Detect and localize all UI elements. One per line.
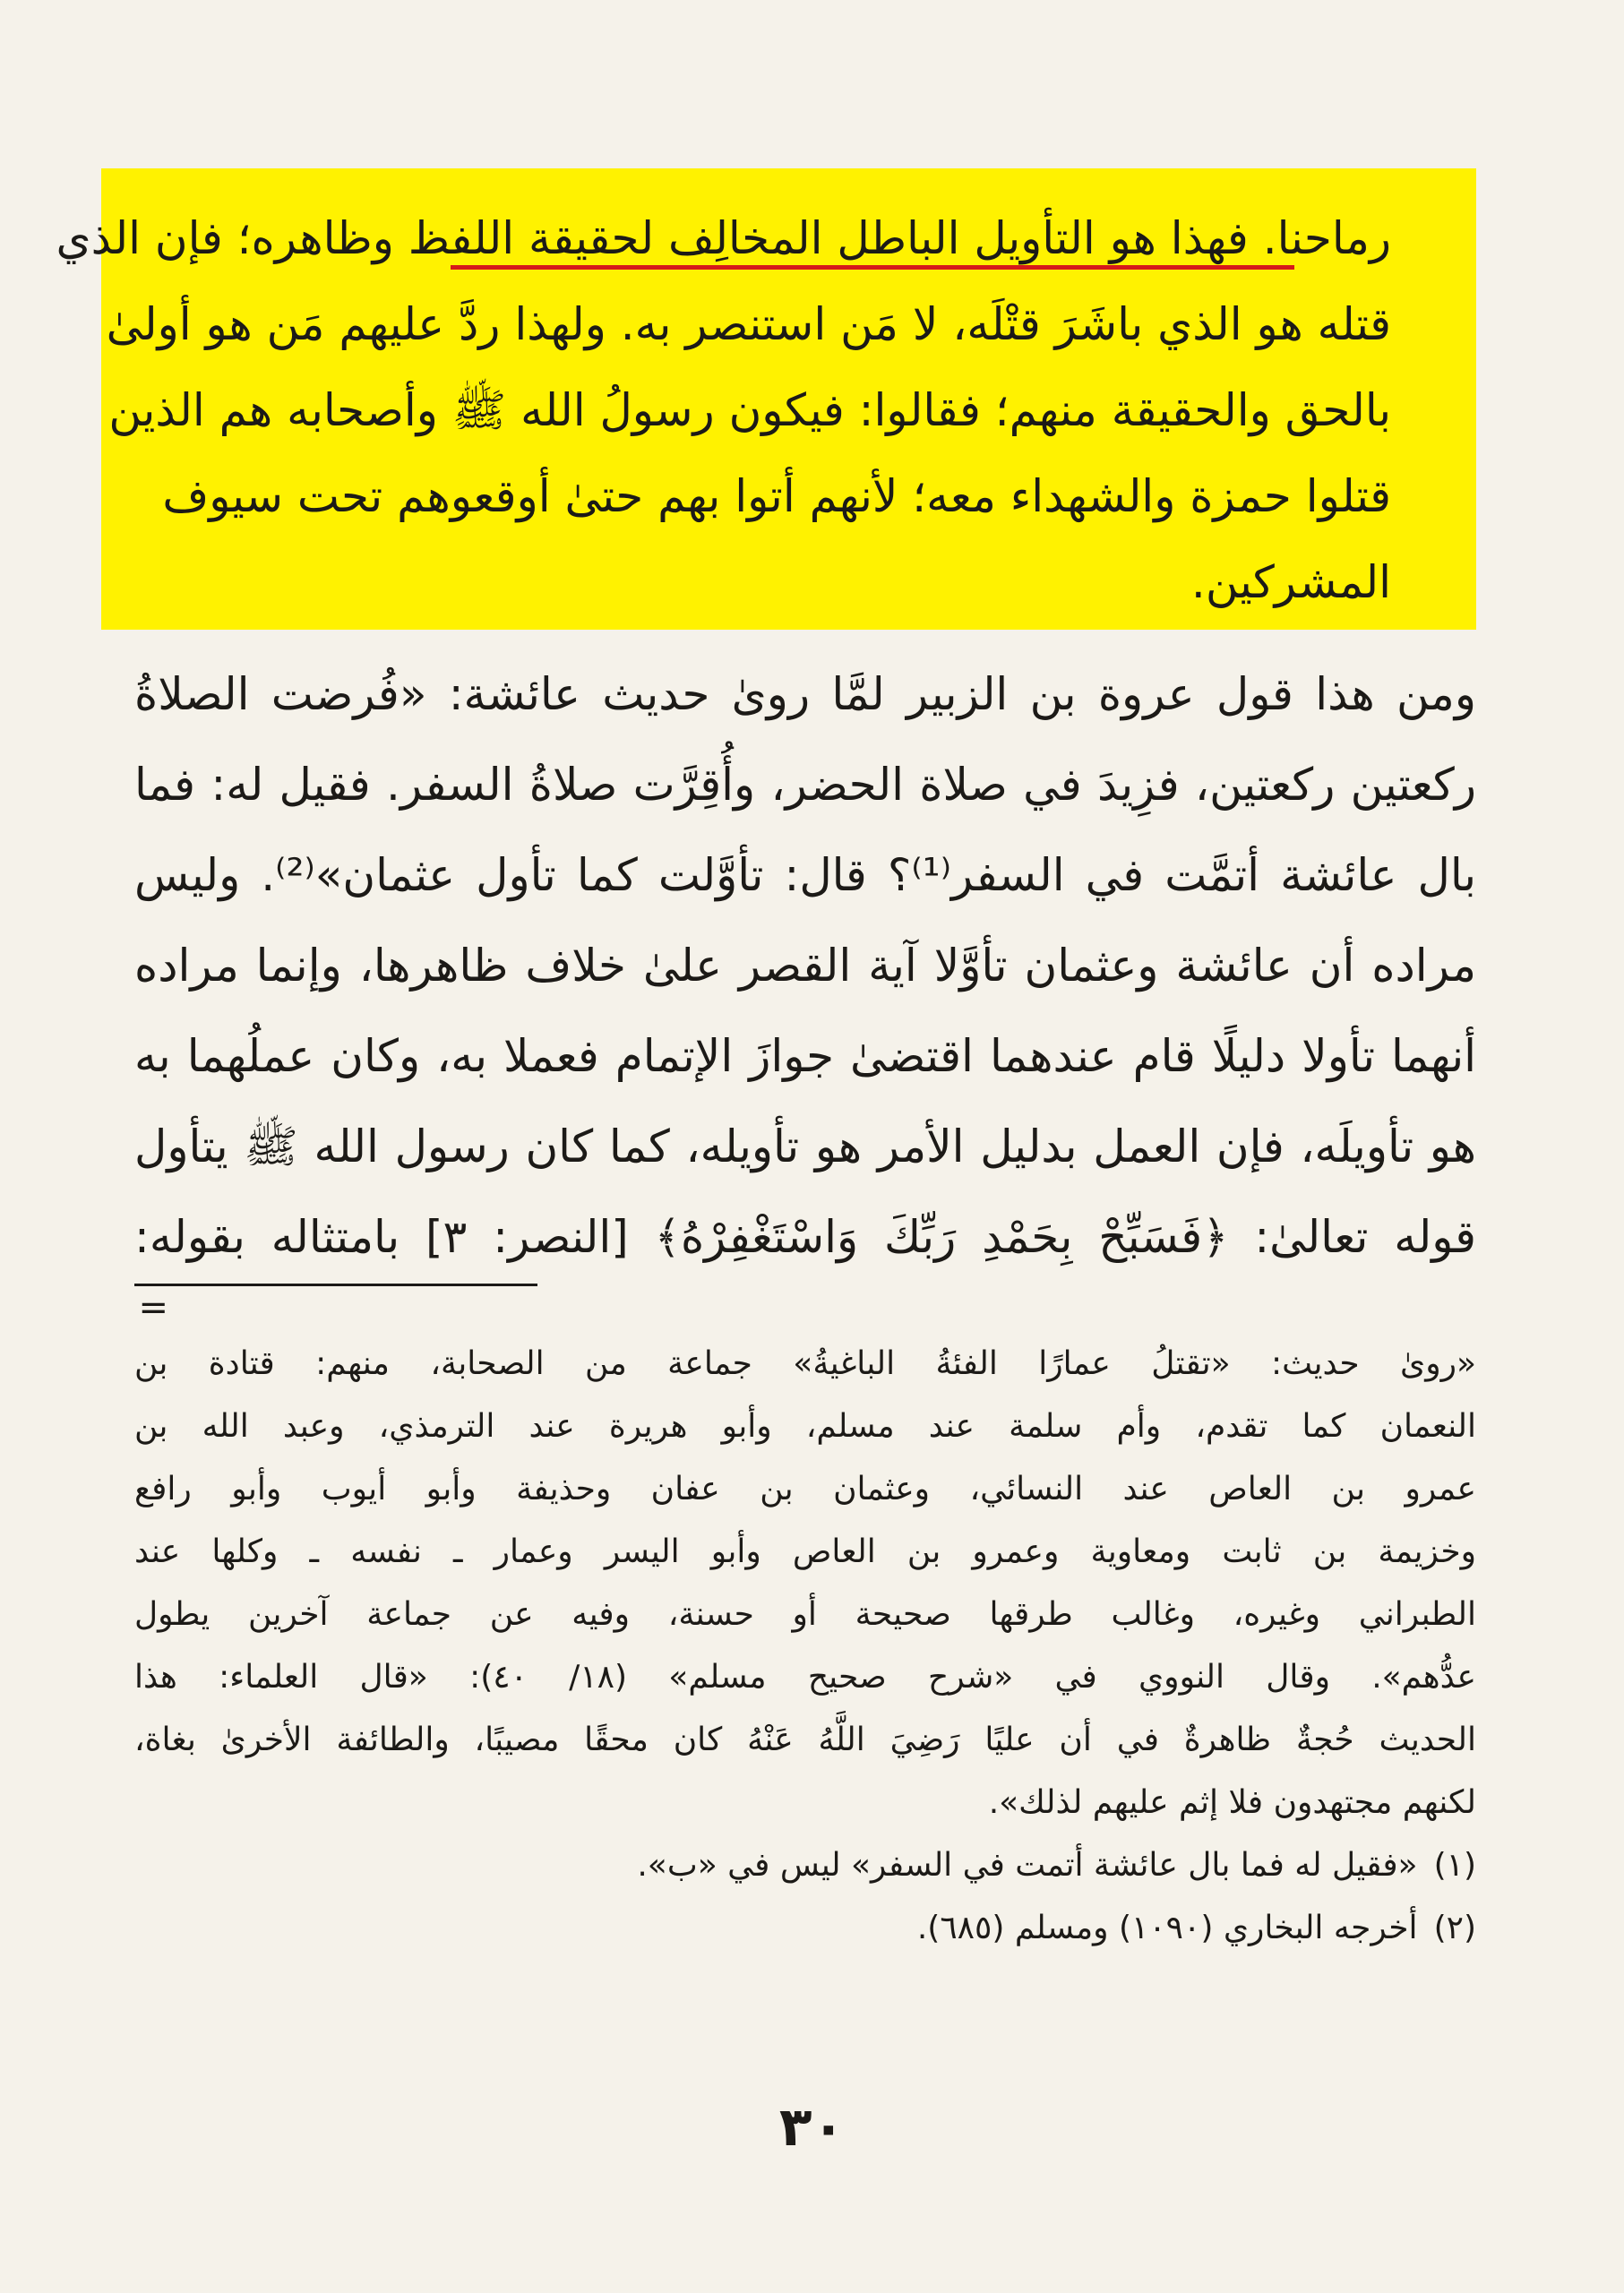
text-line: مراده أن عائشة وعثمان تأوَّلا آية القصر علىٰ خلاف ظاهرها، وإنما مراده xyxy=(134,940,1476,992)
footnote-number: (٢) xyxy=(1433,1910,1476,1946)
footnote-line: عمرو بن العاص عند النسائي، وعثمان بن عفان وحذيفة وأبو أيوب وأبو رافع xyxy=(134,1471,1476,1507)
footnote-text: «فقيل له فما بال عائشة أتمت في السفر» ليس في «ب». xyxy=(637,1847,1418,1884)
highlighted-line: قتله هو الذي باشَرَ قتْلَه، لا مَن استنصر به. ولهذا ردَّ عليهم مَن هو أولىٰ xyxy=(106,298,1391,350)
footnote-separator xyxy=(134,1284,537,1286)
text-line: أنهما تأولا دليلًا قام عندهما اقتضىٰ جوازَ الإتمام فعملا به، وكان عملُهما به xyxy=(134,1030,1476,1082)
footnote-line: النعمان كما تقدم، وأم سلمة عند مسلم، وأبو هريرة عند الترمذي، وعبد الله بن xyxy=(134,1408,1476,1445)
highlighted-line: المشركين. xyxy=(1190,556,1391,608)
text-line: هو تأويلَه، فإن العمل بدليل الأمر هو تأويله، كما كان رسول الله ﷺ يتأول xyxy=(134,1121,1476,1172)
page-number: ٣٠ xyxy=(778,2096,846,2159)
footnote-text: أخرجه البخاري (١٠٩٠) ومسلم (٦٨٥). xyxy=(916,1910,1418,1946)
highlighted-line: رماحنا. فهذا هو التأويل الباطل المخالِف لحقيقة اللفظ وظاهره؛ فإن الذي xyxy=(56,212,1391,264)
footnotes xyxy=(134,1333,1476,1960)
footnote-line: «روىٰ حديث: «تقتلُ عمارًا الفئةُ الباغيةُ» جماعة من الصحابة، منهم: قتادة بن xyxy=(134,1345,1476,1382)
footnote-line: الحديث حُجةٌ ظاهرةٌ في أن عليًا رَضِيَ اللَّهُ عَنْهُ كان محقًا مصيبًا، والطائفة الأخرىٰ بغاة، xyxy=(134,1722,1476,1758)
footnote-line: وخزيمة بن ثابت ومعاوية وعمرو بن العاص وأبو اليسر وعمار ـ نفسه ـ وكلها عند xyxy=(134,1533,1476,1570)
text-line: قوله تعالىٰ: ﴿فَسَبِّحْ بِحَمْدِ رَبِّكَ وَاسْتَغْفِرْهُ﴾ [النصر: ٣] بامتثاله بقوله: xyxy=(134,1211,1476,1263)
highlighted-line: قتلوا حمزة والشهداء معه؛ لأنهم أتوا بهم حتىٰ أوقعوهم تحت سيوف xyxy=(162,470,1391,522)
text-line: ومن هذا قول عروة بن الزبير لمَّا روىٰ حديث عائشة: «فُرضت الصلاةُ xyxy=(134,668,1476,720)
footnote-line: عدُّهم». وقال النووي في «شرح صحيح مسلم» (١٨/ ٤٠): «قال العلماء: هذا xyxy=(134,1659,1477,1696)
highlighted-line: بالحق والحقيقة منهم؛ فقالوا: فيكون رسولُ الله ﷺ وأصحابه هم الذين xyxy=(108,384,1391,436)
main-text xyxy=(134,649,1476,1283)
text-line: بال عائشة أتمَّت في السفر⁽¹⁾؟ قال: تأوَّلت كما تأول عثمان»⁽²⁾. وليس xyxy=(134,849,1477,901)
footnote-number: (١) xyxy=(1433,1847,1476,1884)
highlighted-passage xyxy=(56,168,1476,630)
footnote-line: لكنهم مجتهدون فلا إثم عليهم لذلك». xyxy=(988,1784,1476,1821)
footnote-1 xyxy=(134,1834,1476,1897)
footnote-line: الطبراني وغيره، وغالب طرقها صحيحة أو حسنة، وفيه عن جماعة آخرين يطول xyxy=(134,1596,1476,1633)
footnote-2 xyxy=(134,1897,1476,1960)
footnote-continuation-mark: = xyxy=(138,1287,168,1328)
red-underline xyxy=(451,265,1294,270)
text-line: ركعتين ركعتين، فزِيدَ في صلاة الحضر، وأُقِرَّت صلاةُ السفر. فقيل له: فما xyxy=(134,759,1476,811)
